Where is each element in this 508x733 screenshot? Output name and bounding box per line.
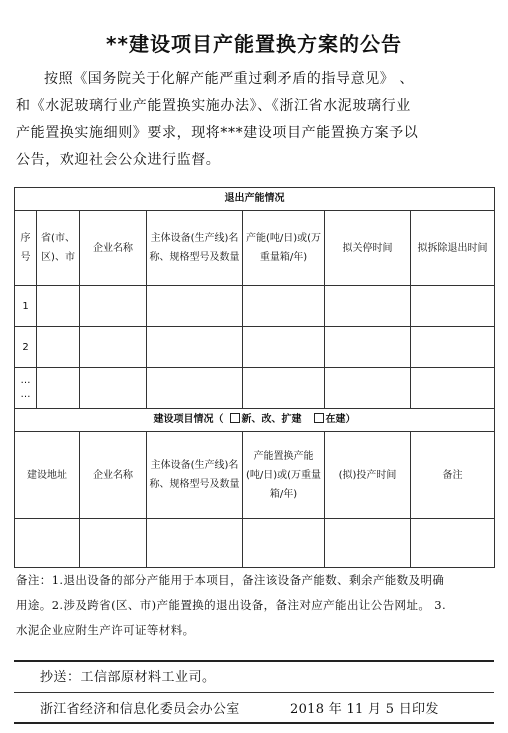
- intro-line-1: 按照《国务院关于化解产能严重过剩矛盾的指导意见》 、: [44, 71, 415, 87]
- notes-line-3: 水泥企业应附生产许可证等材料。: [16, 623, 195, 637]
- table-cell: [411, 286, 495, 327]
- table-cell: [15, 519, 80, 568]
- intro-line-4: 公告，欢迎社会公众进行监督。: [16, 152, 221, 168]
- divider-bottom: [14, 722, 494, 724]
- table-cell: [37, 286, 80, 327]
- table-cell: [243, 327, 325, 368]
- intro-paragraph: [16, 66, 496, 174]
- notes-line-2: 用途。2.涉及跨省(区、市)产能置换的退出设备，备注对应产能出让公告网址。 3.: [16, 598, 447, 612]
- table-cell: [243, 368, 325, 409]
- build-title-prefix: 建设项目情况（: [153, 414, 224, 425]
- col-header-equipment: 主体设备(生产线)名称、规格型号及数量: [147, 432, 243, 519]
- table-cell: [147, 327, 243, 368]
- divider-top: [14, 660, 494, 662]
- checkbox-new-expand[interactable]: [230, 413, 240, 423]
- cc-line: 抄送：工信部原材料工业司。: [40, 670, 216, 685]
- col-header-replacement-capacity: 产能置换产能(吨/日)或(万重量箱/年): [243, 432, 325, 519]
- table-cell: [411, 368, 495, 409]
- col-header-company: 企业名称: [80, 432, 147, 519]
- col-header-equipment: 主体设备(生产线)名称、规格型号及数量: [147, 211, 243, 286]
- build-option-under-construction: 在建）: [325, 414, 356, 425]
- table-row: [15, 327, 495, 368]
- table-cell: [243, 519, 325, 568]
- capacity-table: [14, 187, 495, 568]
- col-header-remarks: 备注: [411, 432, 495, 519]
- exit-section-title: 退出产能情况: [15, 188, 495, 211]
- checkbox-under-construction[interactable]: [314, 413, 324, 423]
- issuer-name: 浙江省经济和信息化委员会办公室: [40, 702, 240, 717]
- table-cell: [147, 286, 243, 327]
- col-header-production-time: (拟)投产时间: [325, 432, 411, 519]
- table-cell: [325, 519, 411, 568]
- col-header-address: 建设地址: [15, 432, 80, 519]
- row-number: 2: [15, 327, 37, 368]
- table-cell: [243, 286, 325, 327]
- row-number: 1: [15, 286, 37, 327]
- col-header-demolish-time: 拟拆除退出时间: [411, 211, 495, 286]
- table-row: [15, 286, 495, 327]
- table-cell: [411, 327, 495, 368]
- intro-line-3: 产能置换实施细则》要求，现将***建设项目产能置换方案予以: [16, 125, 419, 141]
- table-cell: [37, 327, 80, 368]
- exit-section-header-row: [15, 188, 495, 211]
- issue-date: 2018 年 11 月 5 日印发: [290, 702, 439, 717]
- build-section-header-row: [15, 409, 495, 432]
- notes-line-1: 备注：1.退出设备的部分产能用于本项目，备注该设备产能数、剩余产能数及明确: [16, 573, 445, 587]
- intro-line-2: 和《水泥玻璃行业产能置换实施办法》、《浙江省水泥玻璃行业: [16, 98, 411, 114]
- build-section-title: [15, 409, 495, 432]
- table-cell: [80, 519, 147, 568]
- col-header-company: 企业名称: [80, 211, 147, 286]
- page-title: **建设项目产能置换方案的公告: [106, 32, 402, 56]
- build-column-headers: [15, 432, 495, 519]
- table-row: [15, 519, 495, 568]
- table-cell: [147, 519, 243, 568]
- col-header-region: 省(市、区)、市: [37, 211, 80, 286]
- divider-middle: [14, 692, 494, 693]
- table-cell: [80, 368, 147, 409]
- exit-column-headers: [15, 211, 495, 286]
- row-number: … …: [15, 368, 37, 409]
- table-cell: [80, 286, 147, 327]
- table-row: [15, 368, 495, 409]
- table-cell: [80, 327, 147, 368]
- table-cell: [325, 286, 411, 327]
- table-cell: [325, 327, 411, 368]
- table-cell: [325, 368, 411, 409]
- build-option-new-expand: 新、改、扩建: [241, 414, 302, 425]
- table-cell: [37, 368, 80, 409]
- table-cell: [411, 519, 495, 568]
- col-header-shutdown-time: 拟关停时间: [325, 211, 411, 286]
- notes-section: [16, 568, 496, 643]
- col-header-no: 序号: [15, 211, 37, 286]
- col-header-capacity: 产能(吨/日)或(万重量箱/年): [243, 211, 325, 286]
- table-cell: [147, 368, 243, 409]
